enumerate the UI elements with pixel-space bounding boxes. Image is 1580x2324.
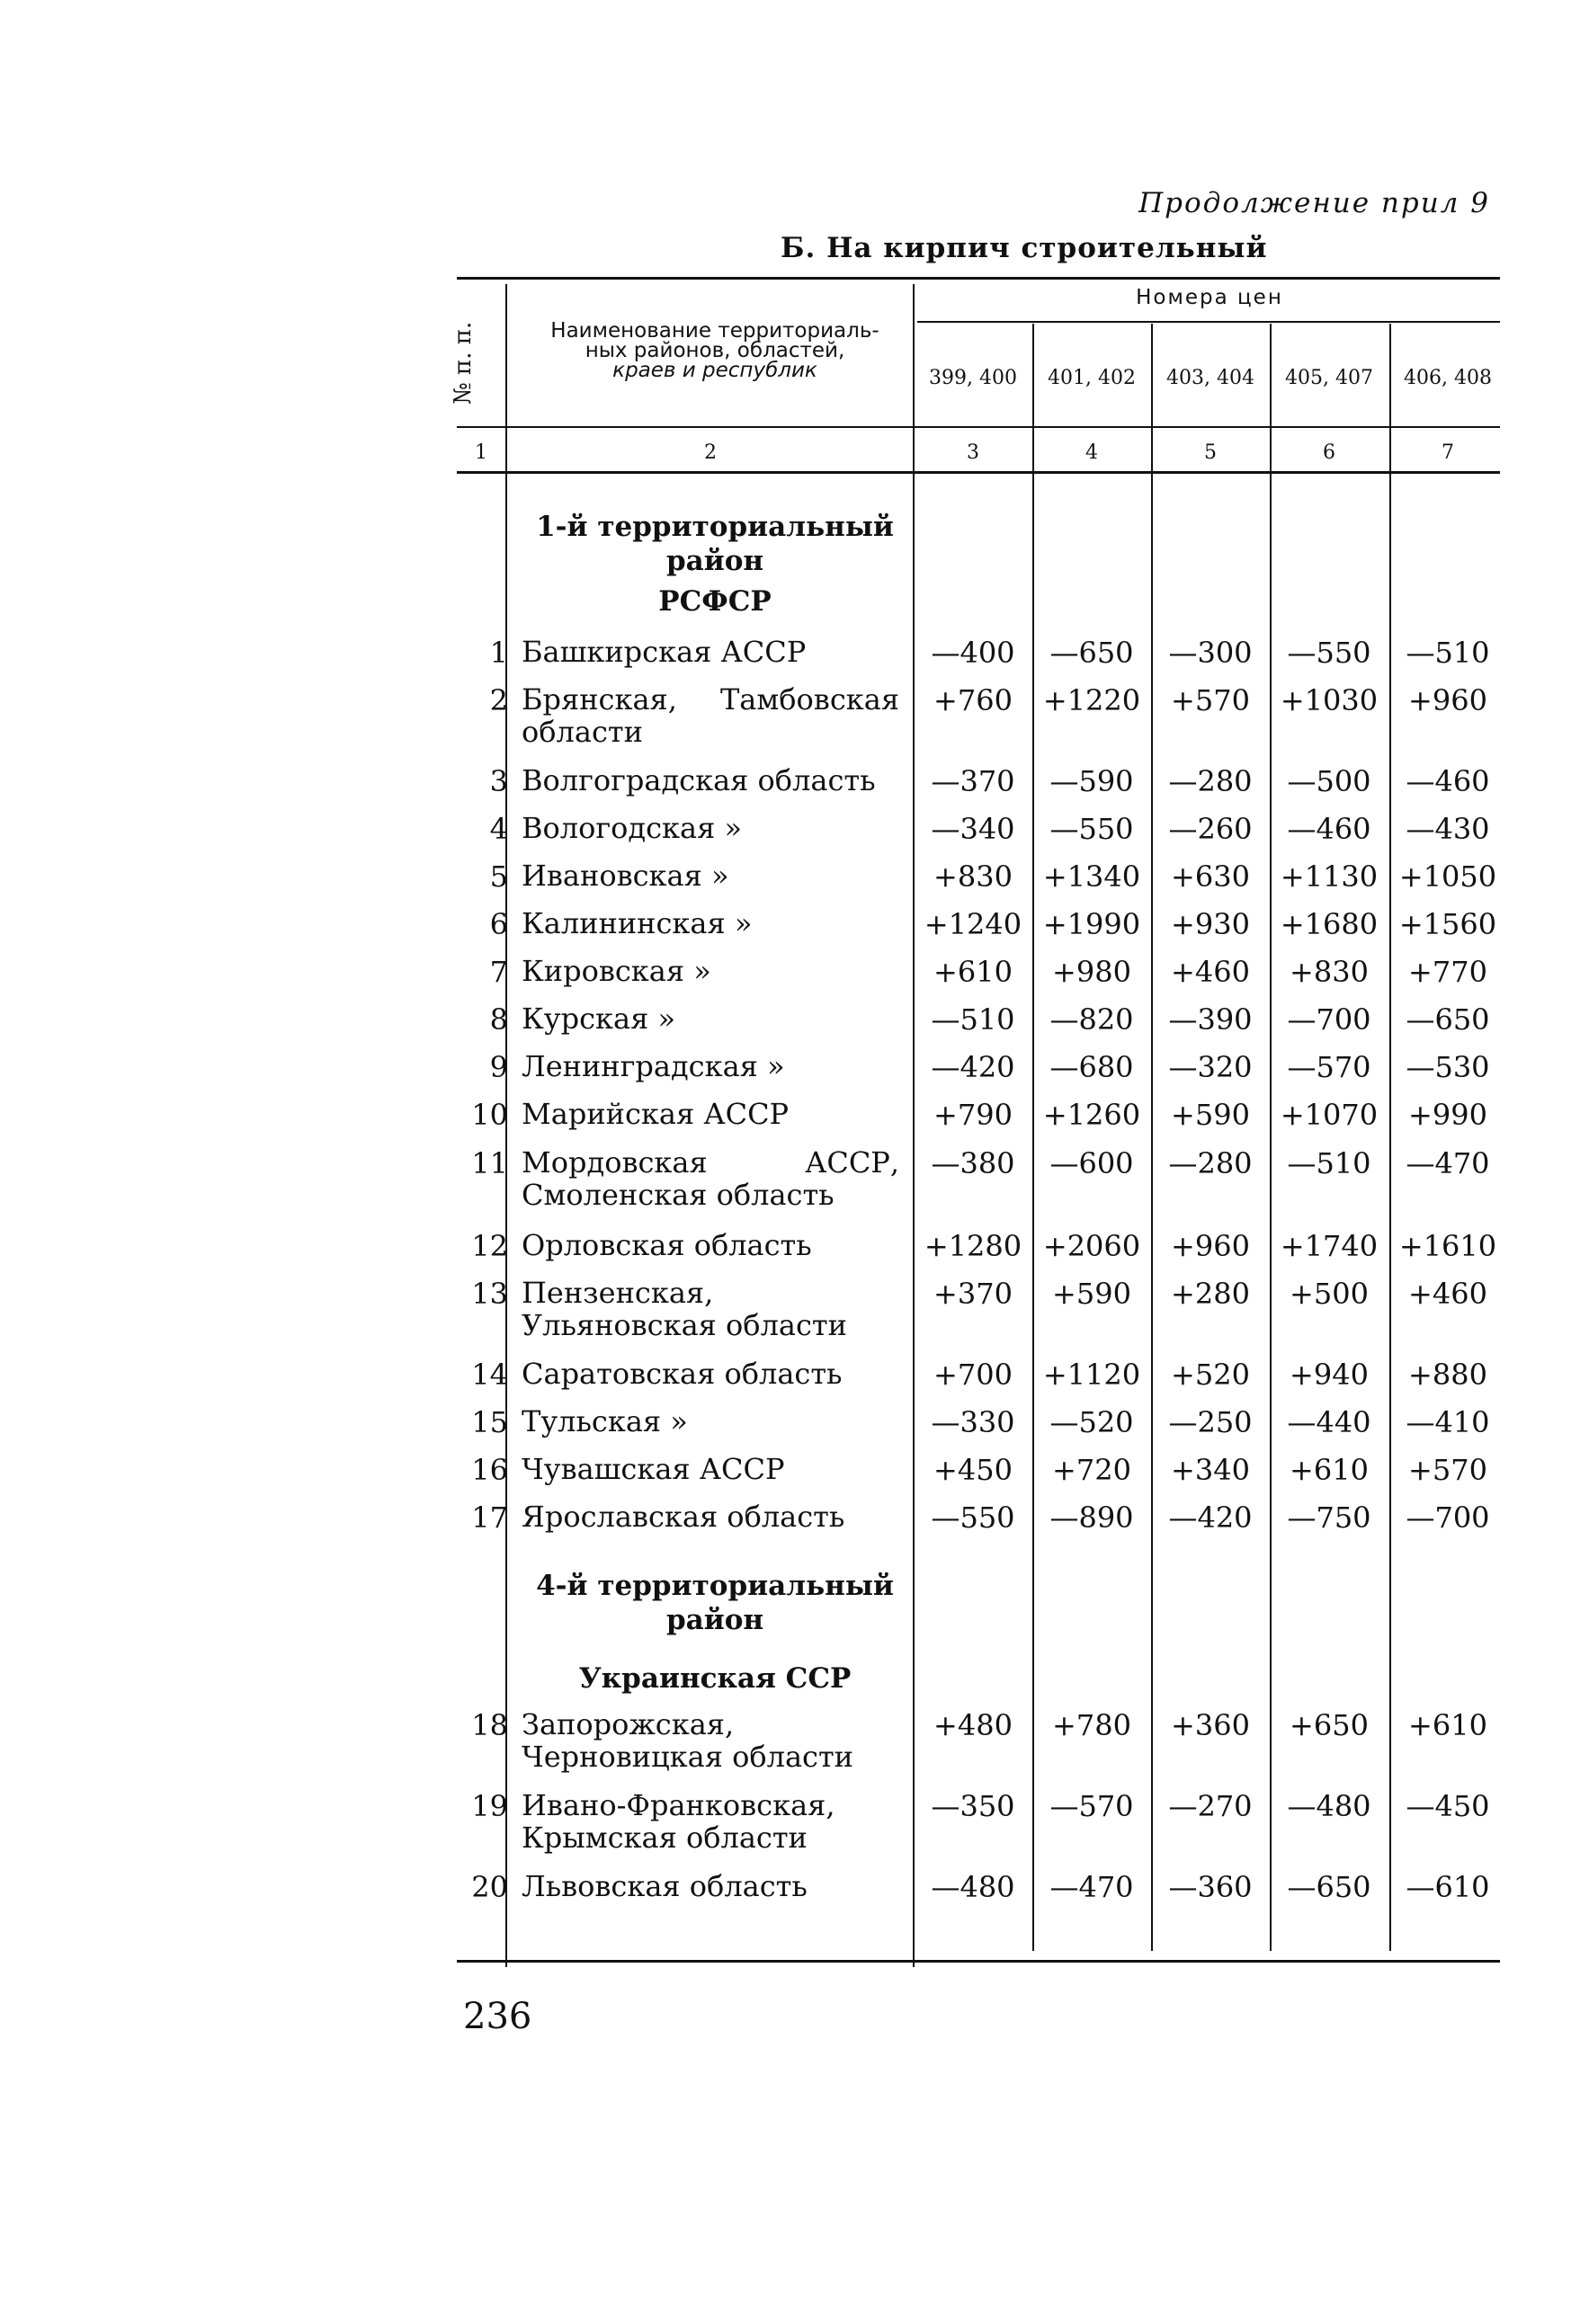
row-number: 18 <box>471 1708 508 1742</box>
price-value-col-5: —300 <box>1168 636 1253 670</box>
index-row-rule <box>457 471 1500 474</box>
row-number: 5 <box>489 859 508 894</box>
price-value-col-5: +590 <box>1171 1098 1250 1132</box>
row-name: Пензенская, Ульяновская области <box>522 1276 847 1342</box>
header-price-col-6: 405, 407 <box>1285 367 1373 389</box>
price-value-col-6: —570 <box>1287 1050 1371 1084</box>
row-name: Ярославская область <box>522 1500 845 1534</box>
price-value-col-3: +700 <box>933 1358 1013 1392</box>
price-value-col-5: —360 <box>1168 1870 1253 1904</box>
price-value-col-6: —550 <box>1287 636 1371 670</box>
price-value-col-6: +610 <box>1290 1453 1369 1487</box>
price-value-col-4: +780 <box>1052 1708 1131 1742</box>
price-value-col-7: —650 <box>1406 1002 1490 1037</box>
continuation-note: Продолжение прил 9 <box>1138 187 1490 219</box>
price-value-col-6: +1130 <box>1280 859 1379 894</box>
price-value-col-7: +1050 <box>1398 859 1497 894</box>
price-value-col-3: +790 <box>933 1098 1013 1132</box>
price-value-col-6: —750 <box>1287 1500 1371 1535</box>
price-value-col-4: +980 <box>1052 955 1131 989</box>
row-number: 11 <box>471 1146 508 1180</box>
price-value-col-4: —570 <box>1049 1789 1134 1823</box>
price-value-col-7: +770 <box>1408 955 1487 989</box>
row-name: Запорожская, Черновицкая области <box>522 1707 853 1774</box>
price-value-col-7: —410 <box>1406 1405 1490 1439</box>
price-value-col-3: —510 <box>931 1002 1015 1037</box>
section-district-4-line1: 4-й территориальный <box>536 1570 894 1602</box>
row-number: 9 <box>489 1050 508 1084</box>
header-price-col-5: 403, 404 <box>1166 367 1254 389</box>
row-name: Тульская » <box>522 1404 688 1438</box>
price-value-col-7: +570 <box>1408 1453 1487 1487</box>
price-value-col-6: +1070 <box>1280 1098 1379 1132</box>
row-name: Волгоградская область <box>522 763 876 797</box>
table-subtitle: Б. На кирпич строительный <box>781 232 1268 264</box>
price-value-col-4: +1990 <box>1042 907 1141 941</box>
row-number: 4 <box>489 812 508 846</box>
price-value-col-4: —820 <box>1049 1002 1134 1037</box>
price-value-col-3: —420 <box>931 1050 1015 1084</box>
price-value-col-4: —680 <box>1049 1050 1134 1084</box>
price-value-col-5: +360 <box>1171 1708 1250 1742</box>
price-value-col-7: +610 <box>1408 1708 1487 1742</box>
column-index-5: 5 <box>1204 441 1217 464</box>
price-value-col-3: +760 <box>933 683 1013 717</box>
price-value-col-6: +1740 <box>1280 1229 1379 1263</box>
col-divider-3 <box>1032 324 1034 1951</box>
row-name: Чувашская АССР <box>522 1452 785 1486</box>
price-value-col-5: +930 <box>1171 907 1250 941</box>
page-number: 236 <box>463 1996 532 2037</box>
price-value-col-7: —450 <box>1406 1789 1490 1823</box>
col-divider-6 <box>1389 324 1391 1951</box>
price-value-col-5: —270 <box>1168 1789 1253 1823</box>
row-number: 12 <box>471 1229 508 1263</box>
price-value-col-5: —250 <box>1168 1405 1253 1439</box>
row-number: 20 <box>471 1870 508 1904</box>
price-value-col-5: +960 <box>1171 1229 1250 1263</box>
header-name-line2: ных районов, областей, <box>585 339 845 362</box>
header-name-line3: краев и республик <box>612 359 817 382</box>
header-price-numbers: Номера цен <box>1136 286 1283 309</box>
section-ukraine: Украинская ССР <box>578 1662 852 1695</box>
price-value-col-6: —500 <box>1287 764 1371 798</box>
section-district-4 <box>517 1569 913 1637</box>
price-value-col-5: —260 <box>1168 812 1253 846</box>
row-name: Орловская область <box>522 1228 812 1262</box>
price-value-col-6: +830 <box>1290 955 1369 989</box>
header-name <box>517 321 913 380</box>
row-name: Мордовская АССР, Смоленская область <box>522 1145 899 1212</box>
price-value-col-4: —550 <box>1049 812 1134 846</box>
row-number: 3 <box>489 764 508 798</box>
price-value-col-3: —350 <box>931 1789 1015 1823</box>
row-name: Ивановская » <box>522 859 729 893</box>
price-value-col-5: +630 <box>1171 859 1250 894</box>
section-rsfsr: РСФСР <box>658 585 772 618</box>
row-number: 13 <box>471 1277 508 1311</box>
price-value-col-4: —470 <box>1049 1870 1134 1904</box>
price-value-col-5: +570 <box>1171 683 1250 717</box>
price-value-col-3: +1240 <box>924 907 1022 941</box>
price-value-col-3: +610 <box>933 955 1013 989</box>
header-name-line1: Наименование территориаль- <box>550 319 879 343</box>
row-name: Калининская » <box>522 906 753 940</box>
row-name: Кировская » <box>522 954 711 988</box>
price-value-col-5: —320 <box>1168 1050 1253 1084</box>
row-name: Саратовская область <box>522 1357 843 1391</box>
price-value-col-3: —340 <box>931 812 1015 846</box>
row-number: 16 <box>471 1453 508 1487</box>
row-number: 15 <box>471 1405 508 1439</box>
column-index-6: 6 <box>1323 441 1335 464</box>
header-price-col-7: 406, 408 <box>1404 367 1492 389</box>
price-value-col-7: +880 <box>1408 1358 1487 1392</box>
col-divider-4 <box>1151 324 1153 1951</box>
price-value-col-5: —280 <box>1168 1146 1253 1180</box>
header-bottom-rule <box>457 426 1500 428</box>
row-name: Башкирская АССР <box>522 635 807 669</box>
price-value-col-6: —700 <box>1287 1002 1371 1037</box>
price-value-col-3: +480 <box>933 1708 1013 1742</box>
row-number: 7 <box>489 955 508 989</box>
price-value-col-4: +1220 <box>1042 683 1141 717</box>
price-value-col-7: —700 <box>1406 1500 1490 1535</box>
header-row-number: № п. п. <box>450 321 477 405</box>
header-price-col-3: 399, 400 <box>929 367 1017 389</box>
col-divider-5 <box>1270 324 1272 1951</box>
column-index-2: 2 <box>704 441 717 464</box>
row-number: 17 <box>471 1500 508 1535</box>
price-value-col-3: —380 <box>931 1146 1015 1180</box>
price-value-col-3: +450 <box>933 1453 1013 1487</box>
row-name: Ленинградская » <box>522 1049 785 1083</box>
price-value-col-7: —430 <box>1406 812 1490 846</box>
row-number: 8 <box>489 1002 508 1037</box>
price-value-col-7: —530 <box>1406 1050 1490 1084</box>
column-index-3: 3 <box>967 441 979 464</box>
col-divider-name <box>913 284 915 1967</box>
section-district-1-line1: 1-й территориальный <box>536 511 894 543</box>
price-value-col-6: —460 <box>1287 812 1371 846</box>
price-value-col-6: +1680 <box>1280 907 1379 941</box>
column-index-4: 4 <box>1085 441 1098 464</box>
price-value-col-3: —480 <box>931 1870 1015 1904</box>
section-district-1-line2: район <box>665 545 764 577</box>
price-value-col-5: —420 <box>1168 1500 1253 1535</box>
row-name: Брянская, Тамбовская области <box>522 682 899 749</box>
price-value-col-6: —510 <box>1287 1146 1371 1180</box>
price-value-col-4: —600 <box>1049 1146 1134 1180</box>
price-value-col-7: —610 <box>1406 1870 1490 1904</box>
section-district-4-line2: район <box>665 1604 764 1636</box>
price-value-col-5: +280 <box>1171 1277 1250 1311</box>
price-value-col-6: —480 <box>1287 1789 1371 1823</box>
price-value-col-7: +1560 <box>1398 907 1497 941</box>
price-value-col-4: +1340 <box>1042 859 1141 894</box>
price-value-col-4: +720 <box>1052 1453 1131 1487</box>
price-value-col-7: +460 <box>1408 1277 1487 1311</box>
price-value-col-7: +990 <box>1408 1098 1487 1132</box>
price-value-col-6: +650 <box>1290 1708 1369 1742</box>
row-number: 10 <box>471 1098 508 1132</box>
section-district-1 <box>517 510 913 578</box>
price-value-col-3: +1280 <box>924 1229 1022 1263</box>
price-value-col-6: —440 <box>1287 1405 1371 1439</box>
price-value-col-6: +940 <box>1290 1358 1369 1392</box>
price-value-col-3: —400 <box>931 636 1015 670</box>
price-value-col-5: +340 <box>1171 1453 1250 1487</box>
price-value-col-7: —510 <box>1406 636 1490 670</box>
price-value-col-5: +520 <box>1171 1358 1250 1392</box>
row-name: Ивано-Франковская, Крымская области <box>522 1788 835 1855</box>
price-value-col-3: +370 <box>933 1277 1013 1311</box>
row-number: 6 <box>489 907 508 941</box>
price-value-col-7: +960 <box>1408 683 1487 717</box>
price-value-col-7: +1610 <box>1398 1229 1497 1263</box>
price-value-col-4: —890 <box>1049 1500 1134 1535</box>
price-value-col-3: —550 <box>931 1500 1015 1535</box>
price-value-col-4: —520 <box>1049 1405 1134 1439</box>
row-name: Львовская область <box>522 1869 808 1903</box>
column-index-7: 7 <box>1442 441 1454 464</box>
price-value-col-7: —460 <box>1406 764 1490 798</box>
price-value-col-6: —650 <box>1287 1870 1371 1904</box>
price-value-col-3: —370 <box>931 764 1015 798</box>
row-number: 1 <box>489 636 508 670</box>
header-price-col-4: 401, 402 <box>1048 367 1136 389</box>
row-number: 19 <box>471 1789 508 1823</box>
row-name: Курская » <box>522 1002 676 1036</box>
price-value-col-4: —590 <box>1049 764 1134 798</box>
row-number: 14 <box>471 1358 508 1392</box>
price-value-col-5: +460 <box>1171 955 1250 989</box>
price-value-col-7: —470 <box>1406 1146 1490 1180</box>
row-name: Вологодская » <box>522 811 743 845</box>
price-value-col-3: +830 <box>933 859 1013 894</box>
table-top-rule <box>457 277 1500 280</box>
prices-header-rule <box>917 321 1500 323</box>
price-value-col-4: +1260 <box>1042 1098 1141 1132</box>
price-value-col-4: —650 <box>1049 636 1134 670</box>
price-value-col-3: —330 <box>931 1405 1015 1439</box>
price-value-col-5: —280 <box>1168 764 1253 798</box>
column-index-1: 1 <box>475 441 487 464</box>
price-value-col-4: +590 <box>1052 1277 1131 1311</box>
row-name: Марийская АССР <box>522 1097 790 1131</box>
price-value-col-5: —390 <box>1168 1002 1253 1037</box>
row-number: 2 <box>489 683 508 717</box>
price-value-col-4: +2060 <box>1042 1229 1141 1263</box>
price-value-col-6: +500 <box>1290 1277 1369 1311</box>
price-value-col-6: +1030 <box>1280 683 1379 717</box>
price-value-col-4: +1120 <box>1042 1358 1141 1392</box>
table-bottom-rule <box>457 1960 1500 1963</box>
